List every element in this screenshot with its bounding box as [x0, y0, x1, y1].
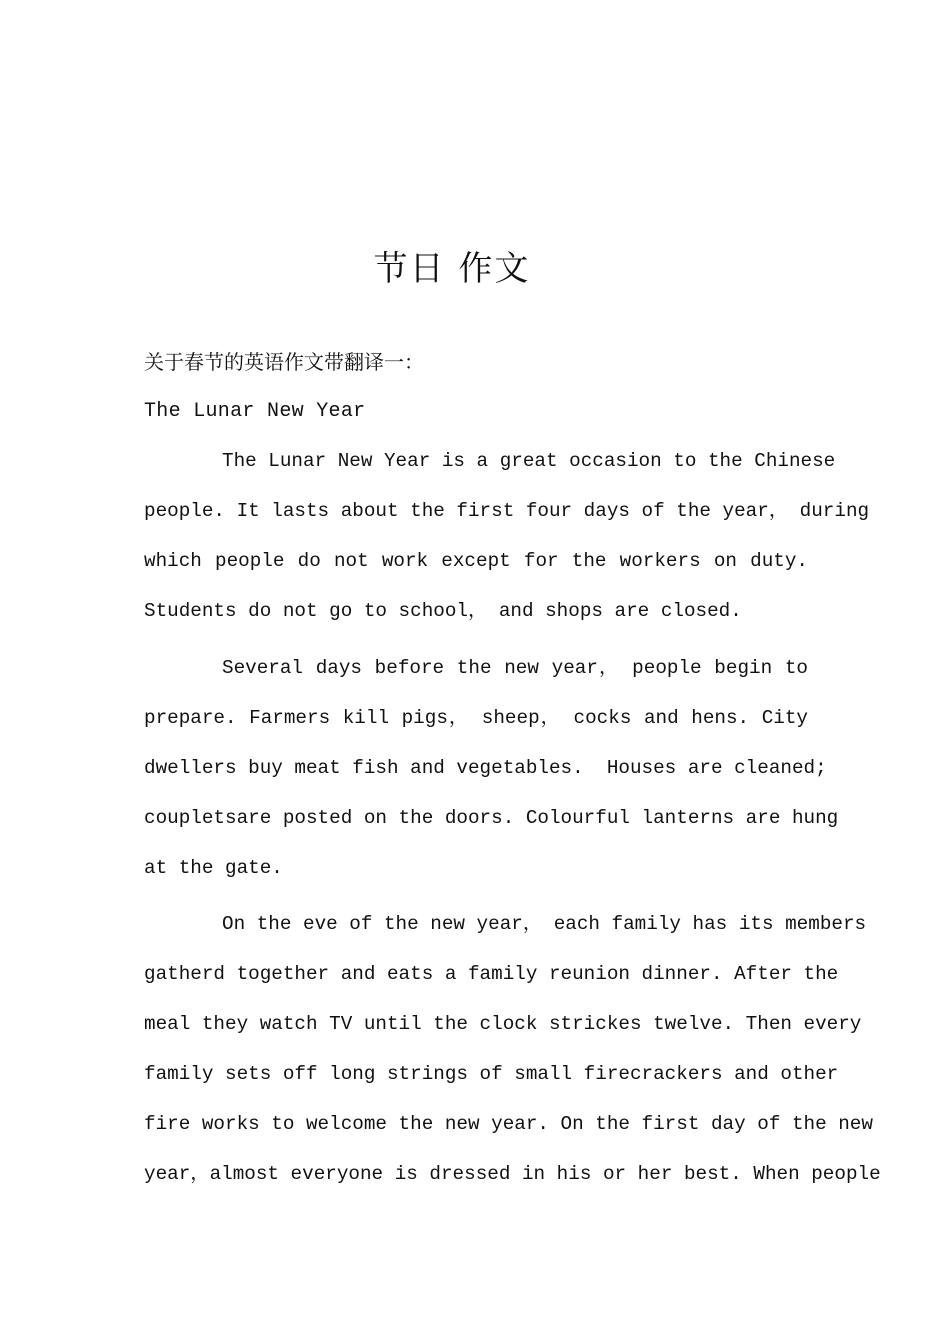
paragraph-line: people. It lasts about the first four days of the year， during — [144, 500, 870, 522]
paragraph-line: coupletsare posted on the doors. Colourful lanterns are hung — [144, 807, 839, 829]
paragraph-line: family sets off long strings of small firecrackers and other — [144, 1063, 839, 1085]
paragraph-line: which people do not work except for the workers on duty. — [144, 550, 808, 572]
paragraph-2 — [144, 643, 839, 893]
paragraph-line: at the gate. — [144, 857, 283, 879]
essay-title: The Lunar New Year — [144, 400, 366, 423]
paragraph-line: meal they watch TV until the clock strickes twelve. Then every — [144, 1013, 862, 1035]
paragraph-line: fire works to welcome the new year. On the first day of the new — [144, 1113, 873, 1135]
paragraph-line: prepare. Farmers kill pigs， sheep， cocks and hens. City — [144, 707, 808, 729]
paragraph-3 — [144, 899, 881, 1199]
essay-subheading: 关于春节的英语作文带翻译一： — [144, 350, 424, 374]
page-title: 节日 作文 — [373, 249, 531, 289]
paragraph-line: year，almost everyone is dressed in his or her best. When people — [144, 1163, 881, 1185]
paragraph-line: Students do not go to school， and shops are closed. — [144, 600, 742, 622]
paragraph-line: dwellers buy meat fish and vegetables. Houses are cleaned; — [144, 757, 827, 779]
paragraph-line: The Lunar New Year is a great occasion to the Chinese — [222, 450, 836, 472]
paragraph-1 — [144, 436, 870, 636]
paragraph-line: Several days before the new year， people begin to — [222, 657, 808, 679]
paragraph-line: On the eve of the new year， each family has its members — [222, 913, 867, 935]
paragraph-line: gatherd together and eats a family reunion dinner. After the — [144, 963, 839, 985]
